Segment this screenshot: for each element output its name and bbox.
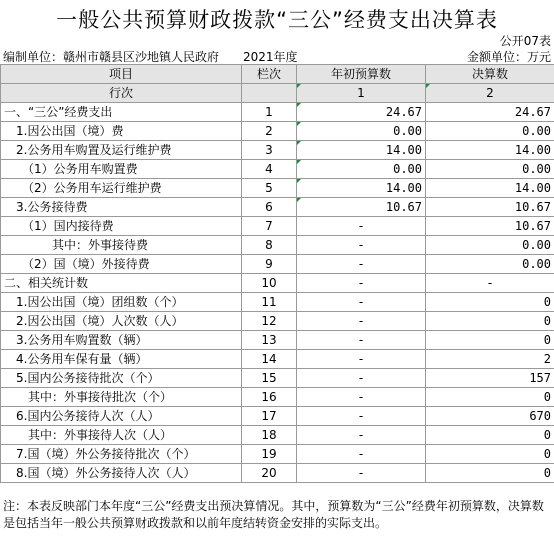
row-final-cell[interactable]: 10.67 — [426, 217, 554, 236]
expense-table — [0, 64, 554, 483]
row-item-cell[interactable]: 其中：外事接待人次（人） — [1, 426, 242, 445]
row-final-cell[interactable]: 0 — [426, 426, 554, 445]
row-final-cell[interactable]: 0 — [426, 293, 554, 312]
row-final-cell[interactable]: 2 — [426, 350, 554, 369]
row-col-no-cell[interactable]: 5 — [242, 179, 297, 198]
row-budget-cell[interactable]: 0.00 — [297, 122, 426, 141]
table-row — [1, 445, 554, 464]
row-col-no-cell[interactable]: 12 — [242, 312, 297, 331]
row-item-cell[interactable]: （1）公务用车购置费 — [1, 160, 242, 179]
fiscal-year: 2021年度 — [243, 50, 298, 64]
row-budget-cell[interactable]: 24.67 — [297, 103, 426, 122]
row-col-no-cell[interactable]: 16 — [242, 388, 297, 407]
table-row — [1, 179, 554, 198]
header-row — [1, 65, 554, 84]
compiling-unit: 编制单位：赣州市赣县区沙地镇人民政府 — [3, 50, 220, 64]
row-item-cell[interactable]: 3.公务用车购置数（辆） — [1, 331, 242, 350]
row-final-cell[interactable]: 10.67 — [426, 198, 554, 217]
row-budget-cell[interactable]: - — [297, 217, 426, 236]
row-item-cell[interactable]: 3.公务接待费 — [1, 198, 242, 217]
row-budget-cell[interactable]: - — [297, 369, 426, 388]
row-budget-cell[interactable]: - — [297, 236, 426, 255]
table-row — [1, 407, 554, 426]
row-final-cell[interactable]: 0 — [426, 388, 554, 407]
table-row — [1, 217, 554, 236]
row-item-cell[interactable]: 1.因公出国（境）费 — [1, 122, 242, 141]
row-budget-cell[interactable]: - — [297, 274, 426, 293]
row-budget-cell[interactable]: 14.00 — [297, 141, 426, 160]
index-row — [1, 84, 554, 103]
row-item-cell[interactable]: 2.公务用车购置及运行维护费 — [1, 141, 242, 160]
table-row — [1, 464, 554, 483]
table-row — [1, 331, 554, 350]
header-budget[interactable]: 年初预算数 — [297, 65, 426, 84]
row-item-cell[interactable]: 一、“三公”经费支出 — [1, 103, 242, 122]
header-final[interactable]: 决算数 — [426, 65, 554, 84]
row-final-cell[interactable]: 14.00 — [426, 141, 554, 160]
row-final-cell[interactable]: 157 — [426, 369, 554, 388]
row-budget-cell[interactable]: - — [297, 426, 426, 445]
row-col-no-cell[interactable]: 13 — [242, 331, 297, 350]
row-budget-cell[interactable]: - — [297, 464, 426, 483]
header-item[interactable]: 项目 — [1, 65, 242, 84]
row-final-cell[interactable]: 0 — [426, 331, 554, 350]
table-row — [1, 122, 554, 141]
row-budget-cell[interactable]: 10.67 — [297, 198, 426, 217]
index-budget[interactable]: 1 — [297, 84, 426, 103]
row-col-no-cell[interactable]: 11 — [242, 293, 297, 312]
table-row — [1, 198, 554, 217]
row-item-cell[interactable]: 其中：外事接待批次（个） — [1, 388, 242, 407]
table-row — [1, 350, 554, 369]
row-final-cell[interactable]: 0 — [426, 464, 554, 483]
row-item-cell[interactable]: 二、相关统计数 — [1, 274, 242, 293]
header-col-no[interactable]: 栏次 — [242, 65, 297, 84]
row-col-no-cell[interactable]: 19 — [242, 445, 297, 464]
row-budget-cell[interactable]: - — [297, 331, 426, 350]
row-col-no-cell[interactable]: 18 — [242, 426, 297, 445]
table-row — [1, 293, 554, 312]
row-item-cell[interactable]: 其中：外事接待费 — [1, 236, 242, 255]
row-col-no-cell[interactable]: 1 — [242, 103, 297, 122]
row-final-cell[interactable]: 0.00 — [426, 236, 554, 255]
row-col-no-cell[interactable]: 8 — [242, 236, 297, 255]
table-row — [1, 236, 554, 255]
row-col-no-cell[interactable]: 2 — [242, 122, 297, 141]
row-final-cell[interactable]: 0.00 — [426, 160, 554, 179]
row-col-no-cell[interactable]: 4 — [242, 160, 297, 179]
form-code: 公开07表 — [499, 34, 551, 48]
row-budget-cell[interactable]: - — [297, 388, 426, 407]
row-item-cell[interactable]: （1）国内接待费 — [1, 217, 242, 236]
row-item-cell[interactable]: 2.因公出国（境）人次数（人） — [1, 312, 242, 331]
row-final-cell[interactable]: 0.00 — [426, 122, 554, 141]
row-col-no-cell[interactable]: 20 — [242, 464, 297, 483]
row-col-no-cell[interactable]: 6 — [242, 198, 297, 217]
table-row — [1, 274, 554, 293]
row-budget-cell[interactable]: - — [297, 293, 426, 312]
row-col-no-cell[interactable]: 7 — [242, 217, 297, 236]
row-budget-cell[interactable]: - — [297, 312, 426, 331]
row-item-cell[interactable]: 8.国（境）外公务接待人次（人） — [1, 464, 242, 483]
row-final-cell[interactable]: 0 — [426, 312, 554, 331]
table-row — [1, 388, 554, 407]
footnote: 注：本表反映部门本年度“三公”经费支出预决算情况。其中，预算数为“三公”经费年初预算数，决算数是包括当年一般公共预算财政拨款和以前年度结转资金安排的实际支出。 — [3, 499, 544, 530]
row-item-cell[interactable]: 1.因公出国（境）团组数（个） — [1, 293, 242, 312]
row-budget-cell[interactable]: 0.00 — [297, 160, 426, 179]
table-row — [1, 160, 554, 179]
row-col-no-cell[interactable]: 14 — [242, 350, 297, 369]
row-item-cell[interactable]: （2）国（境）外接待费 — [1, 255, 242, 274]
row-budget-cell[interactable]: - — [297, 445, 426, 464]
row-col-no-cell[interactable]: 9 — [242, 255, 297, 274]
row-final-cell[interactable]: 0 — [426, 445, 554, 464]
row-budget-cell[interactable]: - — [297, 350, 426, 369]
index-label[interactable]: 行次 — [1, 84, 242, 103]
index-col-blank[interactable] — [242, 84, 297, 103]
row-final-cell[interactable]: 14.00 — [426, 179, 554, 198]
table-row — [1, 426, 554, 445]
table-row — [1, 369, 554, 388]
row-item-cell[interactable]: 5.国内公务接待批次（个） — [1, 369, 242, 388]
table-row — [1, 312, 554, 331]
row-item-cell[interactable]: 4.公务用车保有量（辆） — [1, 350, 242, 369]
row-item-cell[interactable]: （2）公务用车运行维护费 — [1, 179, 242, 198]
table-row — [1, 255, 554, 274]
row-final-cell[interactable]: - — [426, 274, 554, 293]
row-final-cell[interactable]: 670 — [426, 407, 554, 426]
page-title: 一般公共预算财政拨款“三公”经费支出决算表 — [56, 8, 498, 32]
meta-row — [0, 47, 554, 64]
row-col-no-cell[interactable]: 3 — [242, 141, 297, 160]
row-col-no-cell[interactable]: 17 — [242, 407, 297, 426]
row-budget-cell[interactable]: - — [297, 255, 426, 274]
row-final-cell[interactable]: 0.00 — [426, 255, 554, 274]
row-item-cell[interactable]: 6.国内公务接待人次（人） — [1, 407, 242, 426]
index-final[interactable]: 2 — [426, 84, 554, 103]
row-item-cell[interactable]: 7.国（境）外公务接待批次（个） — [1, 445, 242, 464]
row-col-no-cell[interactable]: 10 — [242, 274, 297, 293]
row-col-no-cell[interactable]: 15 — [242, 369, 297, 388]
row-budget-cell[interactable]: 14.00 — [297, 179, 426, 198]
row-final-cell[interactable]: 24.67 — [426, 103, 554, 122]
row-budget-cell[interactable]: - — [297, 407, 426, 426]
table-row — [1, 141, 554, 160]
table-row — [1, 103, 554, 122]
amount-unit: 金额单位：万元 — [466, 50, 551, 64]
